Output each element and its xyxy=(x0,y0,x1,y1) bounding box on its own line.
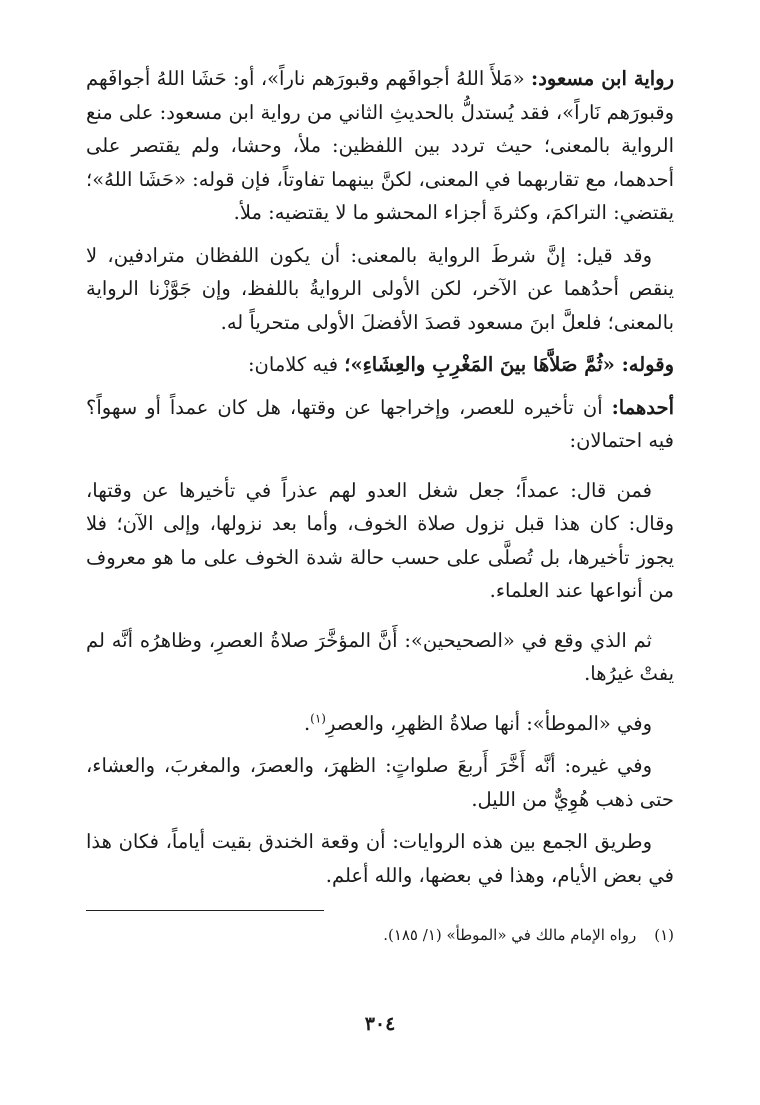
paragraph-1 xyxy=(86,62,674,230)
paragraph-2 xyxy=(86,239,674,340)
paragraph-4-text: أن تأخيره للعصر، وإخراجها عن وقتها، هل كان عمداً أو سهواً؟ فيه احتمالان: xyxy=(86,395,674,452)
page-body xyxy=(86,62,674,947)
paragraph-8 xyxy=(86,749,674,816)
paragraph-7-tail: . xyxy=(303,711,311,735)
footnote-separator-wrap xyxy=(86,910,674,911)
footnote-reference: (١) xyxy=(310,711,326,725)
paragraph-1-lead: رواية ابن مسعود: xyxy=(531,67,675,90)
paragraph-7 xyxy=(86,707,674,741)
paragraph-5 xyxy=(86,474,674,608)
paragraph-4-lead: أحدهما: xyxy=(611,395,674,419)
paragraph-6-text: ثم الذي وقع في «الصحيحين»: أَنَّ المؤخَّرَ صلاةُ العصرِ، وظاهرُه أنَّه لم يفتْ غيرُها. xyxy=(86,628,674,685)
paragraph-9-text: وطريق الجمع بين هذه الروايات: أن وقعة الخندق بقيت أياماً، فكان هذا في بعض الأيام، وهذا في بعضها، والله أعلم. xyxy=(86,830,674,887)
footnote-separator xyxy=(86,910,324,911)
paragraph-8-text: وفي غيره: أنَّه أَخَّرَ أَربعَ صلواتٍ: الظهرَ، والعصرَ، والمغربَ، والعشاء، حتى ذهب هُوِيٌّ من الليل. xyxy=(86,754,674,811)
paragraph-6 xyxy=(86,624,674,691)
page-number: ٣٠٤ xyxy=(364,1013,396,1035)
paragraph-7-text: وفي «الموطأ»: أنها صلاةُ الظهرِ، والعصرِ xyxy=(325,711,652,735)
paragraph-4 xyxy=(86,391,674,458)
footnote-text: رواه الإمام مالك في «الموطأ» (١/ ١٨٥). xyxy=(383,926,637,944)
paragraph-2-text: وقد قيل: إنَّ شرطَ الرواية بالمعنى: أن يكون اللفظان مترادفين، لا ينقص أحدُهما عن الآخر، لكن الأولى الروايةُ باللفظ، وإن جَوَّزْنا الرواية بالمعنى؛ فلعلَّ ابنَ مسعود قصدَ الأفضلَ الأولى متحرياً له. xyxy=(86,243,674,334)
footnote xyxy=(86,923,674,947)
paragraph-9 xyxy=(86,825,674,892)
paragraph-5-text: فمن قال: عمداً؛ جعل شغل العدو لهم عذراً في تأخيرها عن وقتها، وقال: كان هذا قبل نزول صلاة الخوف، وأما بعد نزولها، وإلى الآن؛ فلا يجوز تأخيرها، بل تُصلَّى على حسب حالة شدة الخوف على ما هو معروف من أنواعها عند العلماء. xyxy=(86,478,674,602)
paragraph-3-text: فيه كلامان: xyxy=(247,353,345,376)
paragraph-3 xyxy=(86,348,674,382)
footnote-marker: (١) xyxy=(654,926,674,944)
paragraph-1-text: «مَلأَ اللهُ أجوافَهم وقبورَهم ناراً»، أو: حَشَا اللهُ أجوافَهم وقبورَهم نَاراً»، فقد يُستدلُّ بالحديثِ الثاني من رواية ابن مسعود: على منع الرواية بالمعنى؛ حيث تردد بين اللفظين: ملأ، وحشا، ولم يقتصر على أحدهما، مع تقاربهما في المعنى، لكنَّ بينهما تفاوتاً، فإن قوله: «حَشَا اللهُ»؛ يقتضي: التراكمَ، وكثرةَ أجزاء المحشو ما لا يقتضيه: ملأ. xyxy=(86,67,674,224)
paragraph-3-lead: وقوله: «ثُمَّ صَلاَّهَا بينَ المَغْرِبِ والعِشَاءِ»؛ xyxy=(344,353,674,376)
